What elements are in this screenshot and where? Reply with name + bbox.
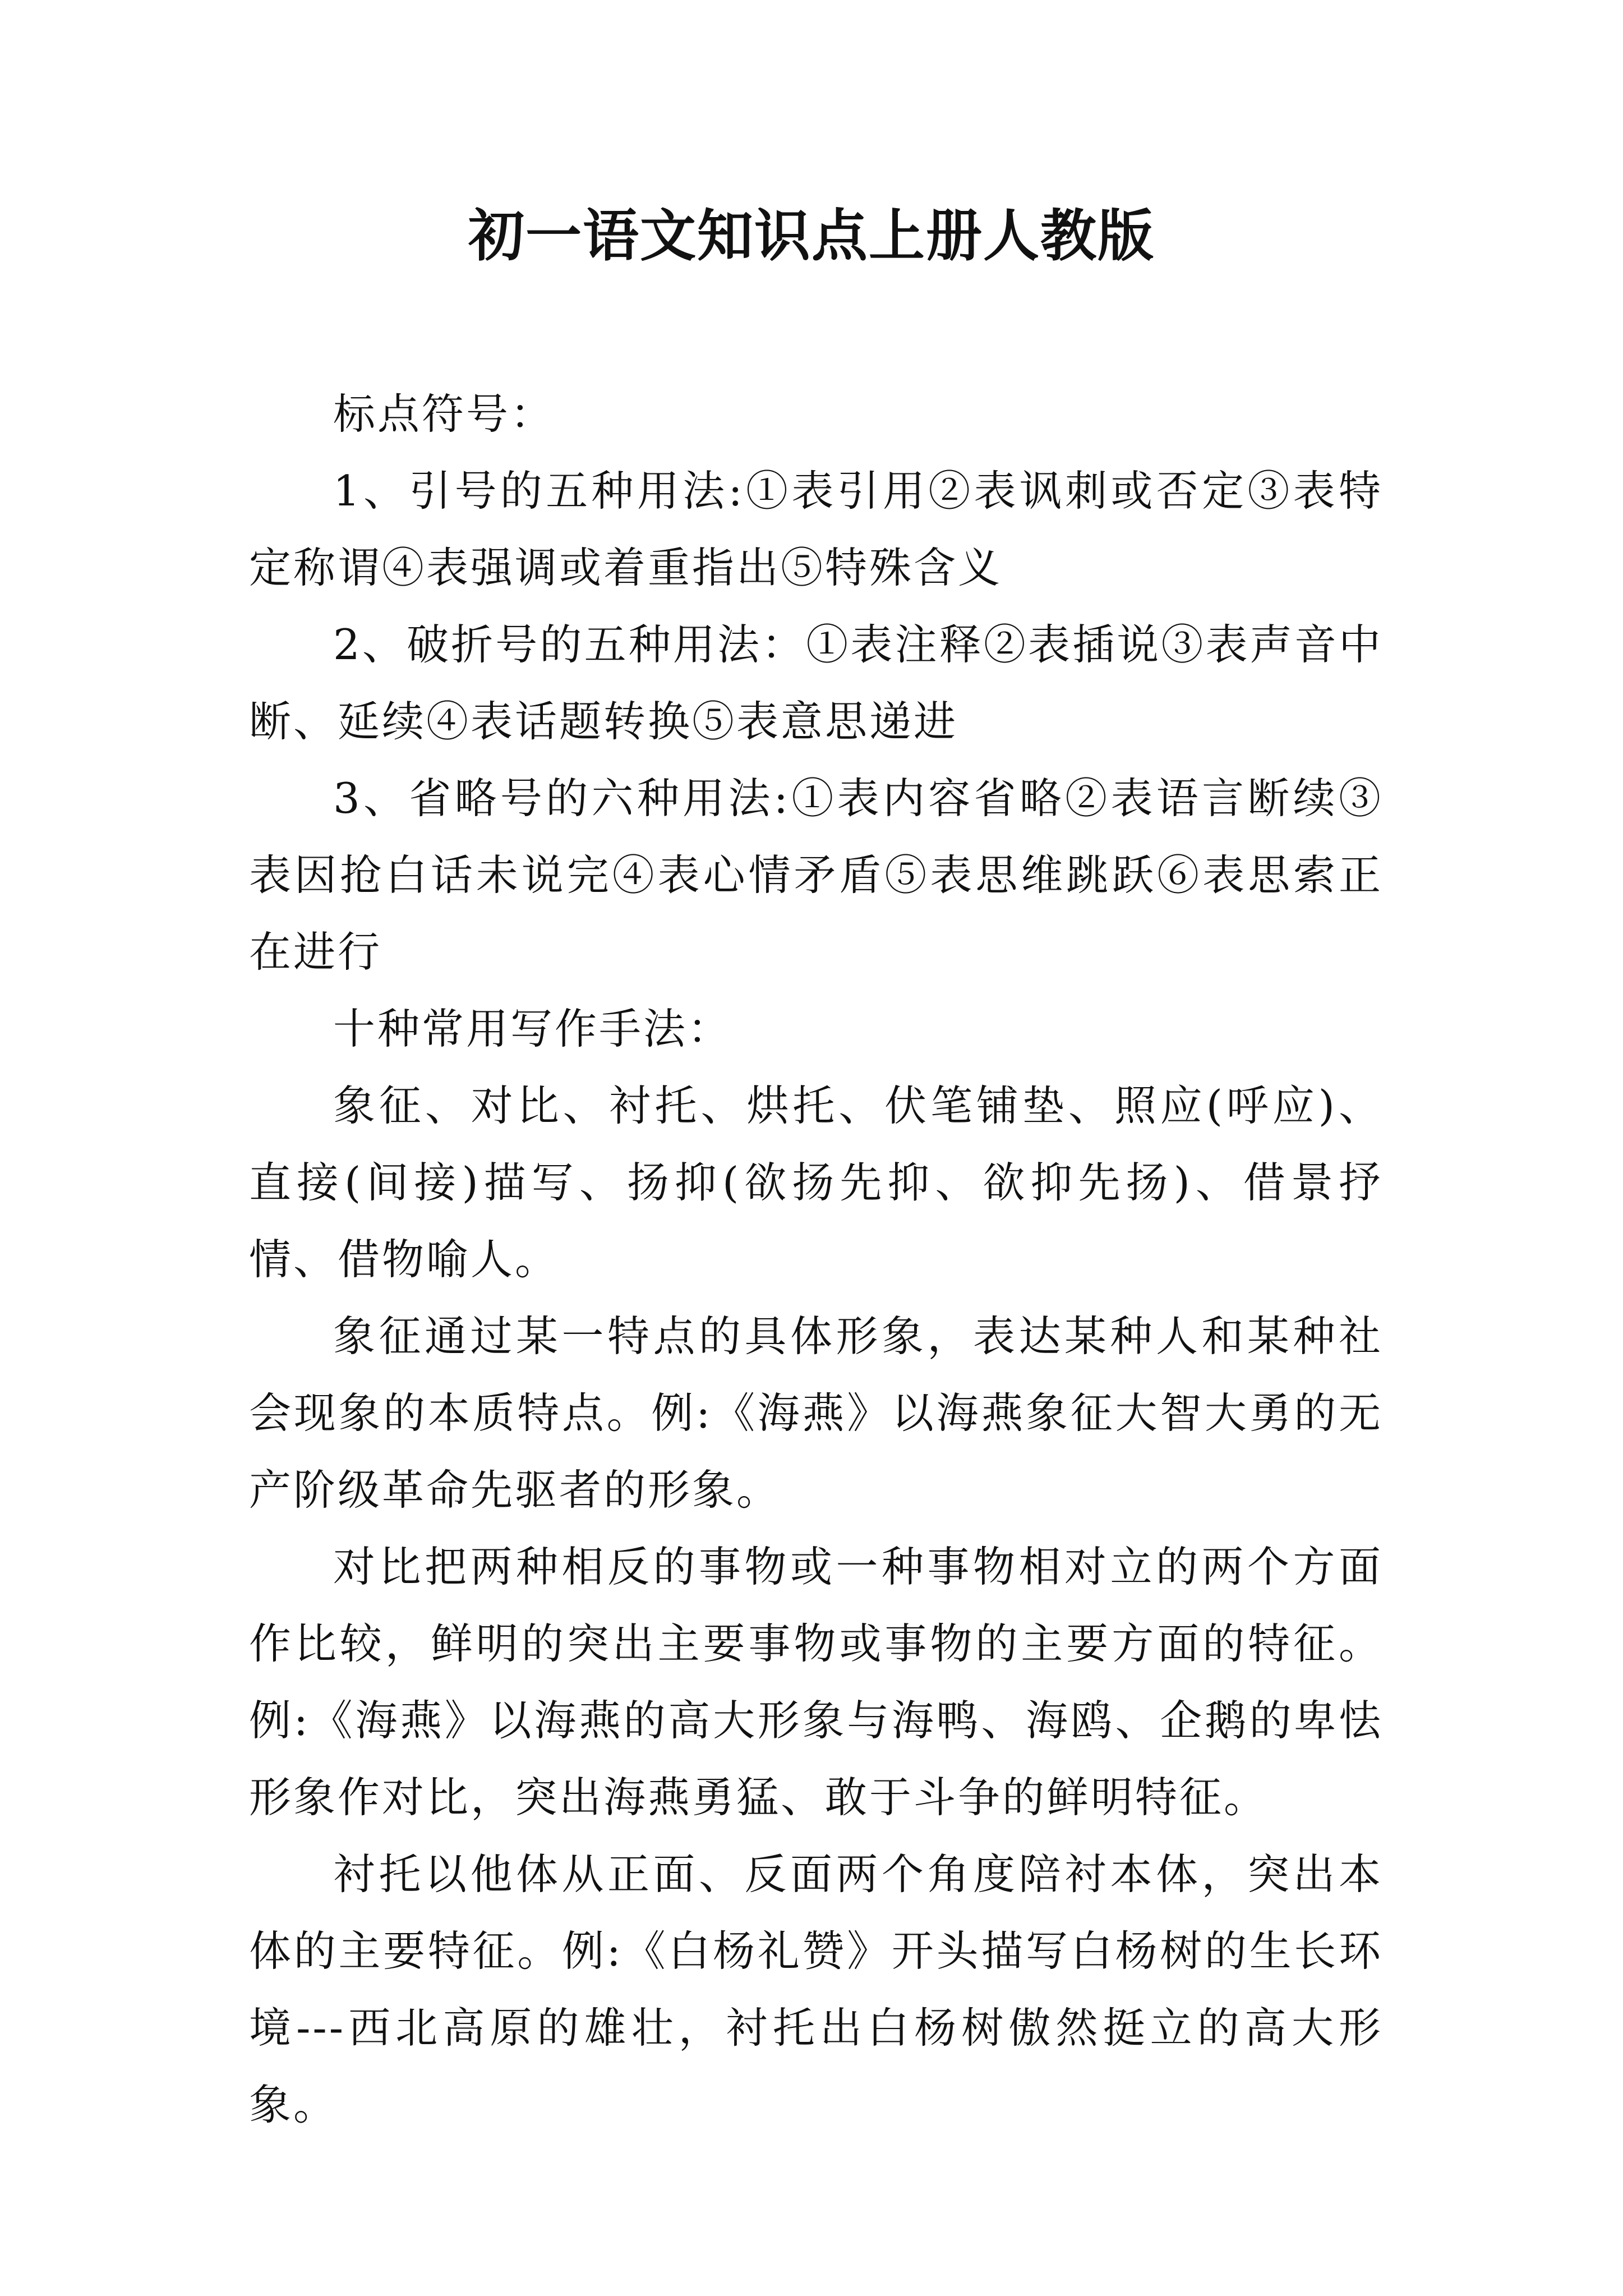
paragraph-ellipsis: 3、省略号的六种用法:①表内容省略②表语言断续③表因抢白话未说完④表心情矛盾⑤表思维跳跃⑥表思索正在进行 [249,774,1383,977]
paragraph-contrast: 对比把两种相反的事物或一种事物相对立的两个方面作比较，鲜明的突出主要事物或事物的主要方面的特征。例:《海燕》以海燕的高大形象与海鸭、海鸥、企鹅的卑怯形象作对比，突出海燕勇猛、敢于斗争的鲜明特征。 [249,1542,1383,1822]
paragraph-techniques-list: 象征、对比、衬托、烘托、伏笔铺垫、照应(呼应)、直接(间接)描写、扬抑(欲扬先抑、欲抑先扬)、借景抒情、借物喻人。 [249,1081,1383,1284]
paragraph-foil: 衬托以他体从正面、反面两个角度陪衬本体，突出本体的主要特征。例:《白杨礼赞》开头描写白杨树的生长环境---西北高原的雄壮，衬托出白杨树傲然挺立的高大形象。 [249,1849,1383,2129]
document-body [249,376,1383,2143]
paragraph-symbolism: 象征通过某一特点的具体形象，表达某种人和某种社会现象的本质特点。例:《海燕》以海燕象征大智大勇的无产阶级革命先驱者的形象。 [249,1312,1383,1515]
paragraph-punctuation-heading: 标点符号： [333,389,555,439]
paragraph-dash: 2、破折号的五种用法：①表注释②表插说③表声音中断、延续④表话题转换⑤表意思递进 [249,620,1383,746]
document-title: 初一语文知识点上册人教版 [468,203,1155,269]
paragraph-quotation-marks: 1、引号的五种用法:①表引用②表讽刺或否定③表特定称谓④表强调或着重指出⑤特殊含义 [249,466,1383,592]
paragraph-writing-techniques-heading: 十种常用写作手法： [333,1004,732,1053]
